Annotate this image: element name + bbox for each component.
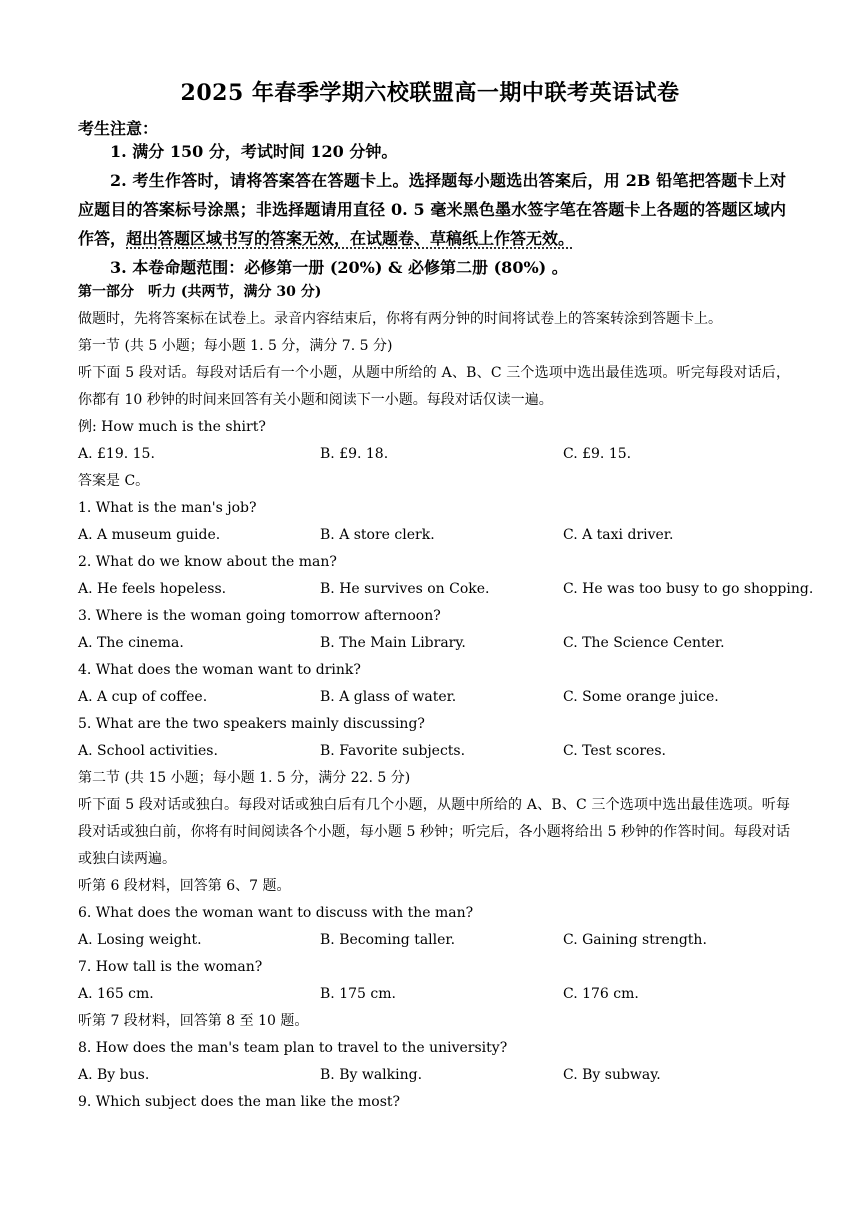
part1-instruction: 做题时，先将答案标在试卷上。录音内容结束后，你将有两分钟的时间将试卷上的答案转涂到答题卡上。 <box>78 311 722 327</box>
section2-instruction: 听下面 5 段对话或独白。每段对话或独白后有几个小题，从题中所给的 A、B、C 三个选项中选出最佳选项。听每段对话或独白前，你将有时间阅读各个小题，每小题 5 秒钟；听完后，各小题将给出 5 秒钟的作答时间。每段对话或独白读两遍。 <box>78 797 790 867</box>
section1-instruction: 听下面 5 段对话。每段对话后有一个小题，从题中所给的 A、B、C 三个选项中选出最佳选项。听完每段对话后，你都有 10 秒钟的时间来回答有关小题和阅读下一小题。每段对话仅读一遍。 <box>78 365 790 408</box>
example-option-a: A. £19. 15. <box>78 446 155 462</box>
example-answer: 答案是 C。 <box>78 473 150 489</box>
option-b: B. 175 cm. <box>320 986 396 1002</box>
option-c: C. The Science Center. <box>563 635 725 651</box>
option-c: C. 176 cm. <box>563 986 639 1002</box>
question-3: 3. Where is the woman going tomorrow afternoon? <box>78 608 441 624</box>
option-c: C. Test scores. <box>563 743 666 759</box>
example-question: 例: How much is the shirt? <box>78 419 266 435</box>
option-c: C. Gaining strength. <box>563 932 707 948</box>
example-option-c: C. £9. 15. <box>563 446 632 462</box>
option-c: C. He was too busy to go shopping. <box>563 581 814 597</box>
notice-item-2 <box>78 166 786 253</box>
material-7-label: 听第 7 段材料，回答第 8 至 10 题。 <box>78 1013 309 1029</box>
option-b: B. A store clerk. <box>320 527 435 543</box>
exam-title: 2025 年春季学期六校联盟高一期中联考英语试卷 <box>180 80 680 106</box>
question-2: 2. What do we know about the man? <box>78 554 337 570</box>
option-a: A. A museum guide. <box>78 527 221 543</box>
question-6: 6. What does the woman want to discuss with the man? <box>78 905 474 921</box>
question-1: 1. What is the man's job? <box>78 500 257 516</box>
option-b: B. Becoming taller. <box>320 932 456 948</box>
notice-item-3: 3. 本卷命题范围：必修第一册 (20%) & 必修第二册 (80%) 。 <box>110 258 568 277</box>
example-option-b: B. £9. 18. <box>320 446 389 462</box>
option-b: B. Favorite subjects. <box>320 743 466 759</box>
notice-item-2-emphasis: 超出答题区域书写的答案无效，在试题卷、草稿纸上作答无效。 <box>126 229 575 248</box>
notice-heading: 考生注意： <box>78 119 159 138</box>
notice-item-1: 1. 满分 150 分，考试时间 120 分钟。 <box>110 142 398 161</box>
option-a: A. Losing weight. <box>78 932 202 948</box>
option-b: B. He survives on Coke. <box>320 581 490 597</box>
question-9: 9. Which subject does the man like the most? <box>78 1094 401 1110</box>
option-a: A. The cinema. <box>78 635 184 651</box>
option-c: C. By subway. <box>563 1067 661 1083</box>
question-8: 8. How does the man's team plan to travel to the university? <box>78 1040 508 1056</box>
notice-item-2-text: 2. 考生作答时，请将答案答在答题卡上。选择题每小题选出答案后，用 2B 铅笔把答题卡上对应题目的答案标号涂黑；非选择题请用直径 0. 5 毫米黑色墨水签字笔在答题卡上各题的答题区域内作答， <box>78 171 786 248</box>
option-c: C. Some orange juice. <box>563 689 719 705</box>
question-4: 4. What does the woman want to drink? <box>78 662 361 678</box>
material-6-label: 听第 6 段材料，回答第 6、7 题。 <box>78 878 291 894</box>
option-a: A. He feels hopeless. <box>78 581 227 597</box>
option-b: B. A glass of water. <box>320 689 457 705</box>
option-a: A. School activities. <box>78 743 218 759</box>
option-b: B. By walking. <box>320 1067 423 1083</box>
section2-heading: 第二节 (共 15 小题；每小题 1. 5 分，满分 22. 5 分) <box>78 770 411 786</box>
option-a: A. By bus. <box>78 1067 150 1083</box>
option-a: A. 165 cm. <box>78 986 154 1002</box>
part1-heading: 第一部分 听力 (共两节，满分 30 分) <box>78 284 322 300</box>
option-b: B. The Main Library. <box>320 635 466 651</box>
question-7: 7. How tall is the woman? <box>78 959 263 975</box>
section1-heading: 第一节 (共 5 小题；每小题 1. 5 分，满分 7. 5 分) <box>78 338 393 354</box>
question-5: 5. What are the two speakers mainly discussing? <box>78 716 425 732</box>
option-c: C. A taxi driver. <box>563 527 674 543</box>
option-a: A. A cup of coffee. <box>78 689 208 705</box>
